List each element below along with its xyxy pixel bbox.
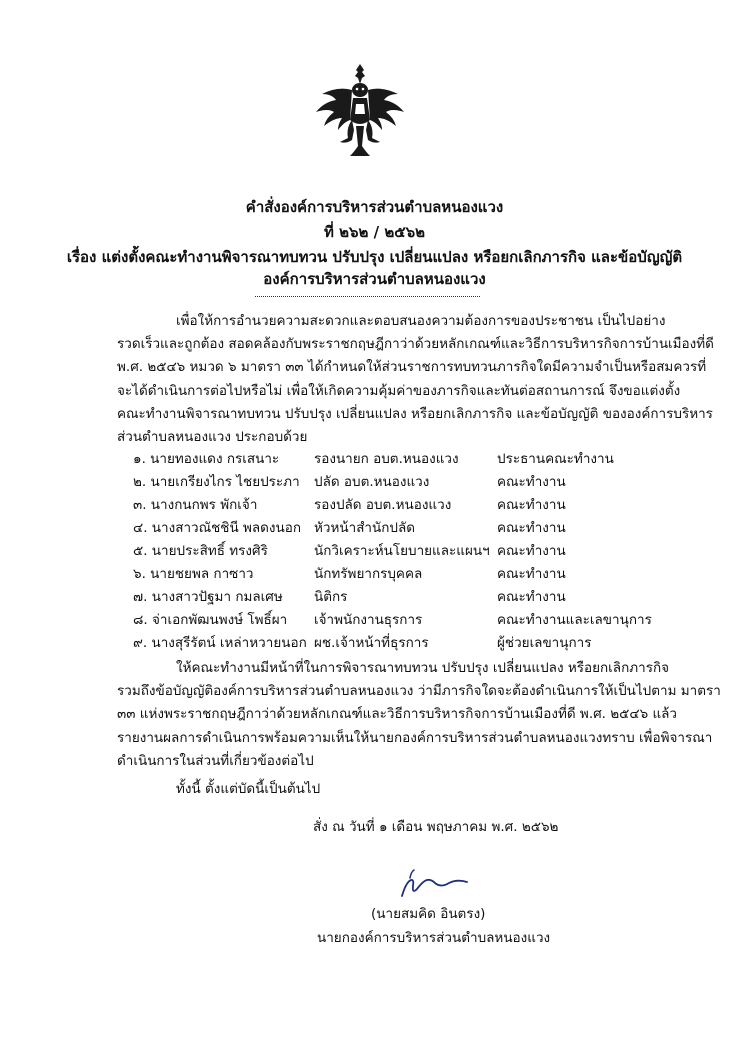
member-row bbox=[0, 517, 749, 540]
member-name: ๗. นางสาวปัฐมา กมลเศษ bbox=[133, 589, 283, 605]
member-position: รองนายก อบต.หนองแวง bbox=[314, 451, 459, 467]
member-position: หัวหน้าสำนักปลัด bbox=[314, 520, 416, 536]
effective-statement: ทั้งนี้ ตั้งแต่บัดนี้เป็นต้นไป bbox=[176, 781, 321, 797]
paragraph-line: รายงานผลการดำเนินการพร้อมความเห็นให้นายกองค์การบริหารส่วนตำบลหนองแวงทราบ เพื่อพิจารณา bbox=[117, 729, 713, 746]
member-name: ๑. นายทองแดง กรเสนาะ bbox=[133, 451, 280, 467]
member-role: ประธานคณะทำงาน bbox=[497, 451, 614, 467]
member-position: ผช.เจ้าหน้าที่ธุรการ bbox=[314, 635, 429, 651]
member-role: คณะทำงาน bbox=[497, 497, 566, 513]
member-row bbox=[0, 609, 749, 632]
member-row bbox=[0, 471, 749, 494]
paragraph-line: ให้คณะทำงานมีหน้าที่ในการพิจารณาทบทวน ปรับปรุง เปลี่ยนแปลง หรือยกเลิกภารกิจ bbox=[176, 660, 670, 676]
member-row bbox=[0, 494, 749, 517]
member-row bbox=[0, 540, 749, 563]
intro-paragraph bbox=[117, 310, 714, 449]
member-position: รองปลัด อบต.หนองแวง bbox=[314, 497, 452, 513]
duty-paragraph bbox=[117, 657, 721, 773]
order-subject-org: องค์การบริหารส่วนตำบลหนองแวง bbox=[263, 270, 486, 288]
order-title: คำสั่งองค์การบริหารส่วนตำบลหนองแวง bbox=[245, 198, 504, 216]
paragraph-line: รวมถึงข้อบัญญัติองค์การบริหารส่วนตำบลหนองแวง ว่ามีภารกิจใดจะต้องดำเนินการให้เป็นไปตาม มาตรา bbox=[117, 683, 721, 700]
paragraph-line: ส่วนตำบลหนองแวง ประกอบด้วย bbox=[117, 429, 308, 446]
paragraph-line: พ.ศ. ๒๕๔๖ หมวด ๖ มาตรา ๓๓ ได้กำหนดให้ส่วนราชการทบทวนภารกิจใดมีความจำเป็นหรือสมควรที่ bbox=[117, 359, 707, 376]
member-position: เจ้าพนักงานธุรการ bbox=[314, 612, 423, 628]
signature-icon bbox=[396, 862, 478, 902]
signer-name: (นายสมคิด อินตรง) bbox=[371, 906, 486, 922]
member-name: ๔. นางสาวณัชชินี พลดงนอก bbox=[133, 520, 302, 536]
paragraph-line: เพื่อให้การอำนวยความสะดวกและตอบสนองความต้องการของประชาชน เป็นไปอย่าง bbox=[176, 313, 666, 329]
member-name: ๕. นายประสิทธิ์ ทรงศิริ bbox=[133, 543, 268, 559]
member-role: ผู้ช่วยเลขานุการ bbox=[497, 635, 592, 651]
order-date: สั่ง ณ วันที่ ๑ เดือน พฤษภาคม พ.ศ. ๒๕๖๒ bbox=[313, 819, 559, 835]
member-row bbox=[0, 448, 749, 471]
garuda-emblem-icon bbox=[312, 62, 408, 162]
member-role: คณะทำงาน bbox=[497, 589, 566, 605]
order-number: ที่ ๒๖๒ / ๒๕๖๒ bbox=[324, 223, 425, 241]
paragraph-line: รวดเร็วและถูกต้อง สอดคล้องกับพระราชกฤษฎีกาว่าด้วยหลักเกณฑ์และวิธีการบริหารกิจการบ้านเมืองที่ดี bbox=[117, 336, 714, 353]
member-role: คณะทำงาน bbox=[497, 543, 566, 559]
header-divider bbox=[255, 296, 480, 297]
paragraph-line: คณะทำงานพิจารณาทบทวน ปรับปรุง เปลี่ยนแปลง หรือยกเลิกภารกิจ และข้อบัญญัติ ขององค์การบริหาร bbox=[117, 405, 713, 422]
member-role: คณะทำงาน bbox=[497, 474, 566, 490]
member-name: ๒. นายเกรียงไกร ไชยประภา bbox=[133, 474, 300, 490]
member-row bbox=[0, 632, 749, 655]
member-position: นักวิเคราะห์นโยบายและแผนฯ bbox=[314, 543, 490, 559]
member-row bbox=[0, 586, 749, 609]
member-position: นิติกร bbox=[314, 589, 348, 605]
member-role: คณะทำงาน bbox=[497, 566, 566, 582]
paragraph-line: ดำเนินการในส่วนที่เกี่ยวข้องต่อไป bbox=[117, 752, 314, 769]
member-position: ปลัด อบต.หนองแวง bbox=[314, 474, 430, 490]
member-name: ๙. นางสุรีรัตน์ เหล่าหวายนอก bbox=[133, 635, 307, 651]
order-subject: เรื่อง แต่งตั้งคณะทำงานพิจารณาทบทวน ปรับปรุง เปลี่ยนแปลง หรือยกเลิกภารกิจ และข้อบัญญัติ bbox=[66, 248, 683, 266]
paragraph-line: ๓๓ แห่งพระราชกฤษฎีกาว่าด้วยหลักเกณฑ์และวิธีการบริหารกิจการบ้านเมืองที่ดี พ.ศ. ๒๕๔๖ แล้ว bbox=[117, 706, 678, 723]
paragraph-line: จะได้ดำเนินการต่อไปหรือไม่ เพื่อให้เกิดความคุ้มค่าของภารกิจและทันต่อสถานการณ์ จึงขอแต่งตั้ง bbox=[117, 382, 681, 399]
member-name: ๘. จ่าเอกพัฒนพงษ์ โพธิ์ผา bbox=[133, 612, 288, 628]
member-name: ๓. นางกนกพร พักเจ้า bbox=[133, 497, 258, 513]
member-position: นักทรัพยากรบุคคล bbox=[314, 566, 423, 582]
member-name: ๖. นายชยพล กาซาว bbox=[133, 566, 254, 582]
member-role: คณะทำงานและเลขานุการ bbox=[497, 612, 652, 628]
member-role: คณะทำงาน bbox=[497, 520, 566, 536]
member-row bbox=[0, 563, 749, 586]
signer-title: นายกองค์การบริหารส่วนตำบลหนองแวง bbox=[317, 930, 551, 946]
